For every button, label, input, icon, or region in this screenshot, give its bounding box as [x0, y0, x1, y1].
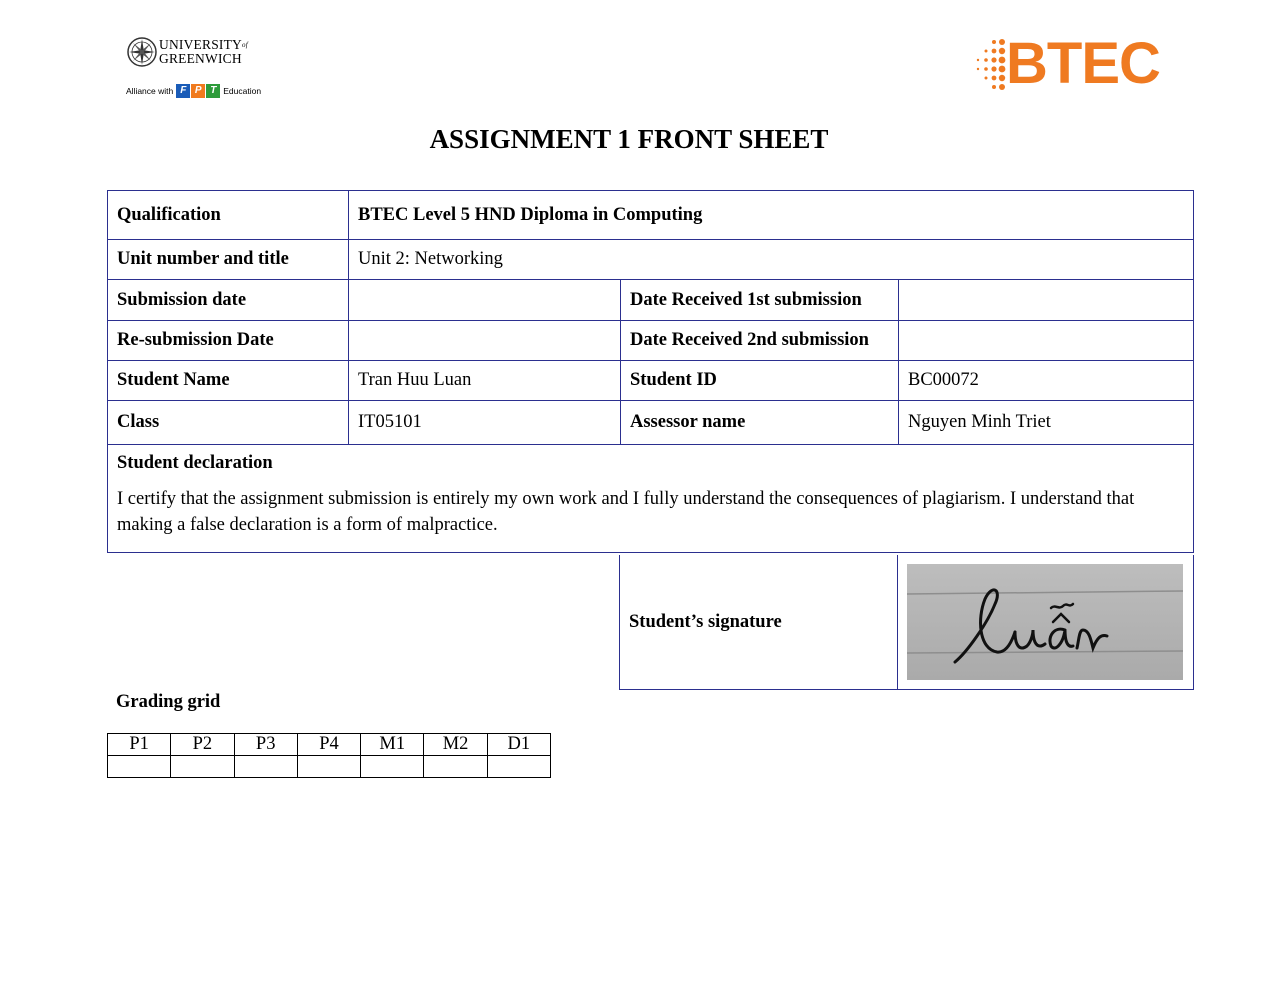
grade-header-m2: M2 [424, 734, 487, 756]
submission-row [108, 280, 1194, 321]
grade-cell-m2 [424, 756, 487, 778]
qualification-value: BTEC Level 5 HND Diploma in Computing [349, 191, 1194, 240]
unit-label: Unit number and title [108, 240, 349, 280]
date-received-1-label: Date Received 1st submission [621, 280, 899, 321]
student-id-value: BC00072 [899, 361, 1194, 401]
fpt-logo [176, 84, 220, 98]
grade-cell-p2 [171, 756, 234, 778]
compass-rose-icon [126, 36, 158, 68]
grading-grid-table [107, 733, 551, 778]
grade-header-p4: P4 [297, 734, 360, 756]
alliance-suffix: Education [223, 86, 262, 96]
date-received-1-value [899, 280, 1194, 321]
btec-logo-text: BTEC [1006, 31, 1160, 96]
resubmission-row [108, 321, 1194, 361]
assessor-label: Assessor name [621, 401, 899, 445]
grading-header-row [108, 734, 551, 756]
alliance-fpt [126, 84, 261, 98]
grade-header-p2: P2 [171, 734, 234, 756]
student-name-value: Tran Huu Luan [349, 361, 621, 401]
qualification-label: Qualification [108, 191, 349, 240]
btec-logo [968, 31, 1168, 100]
submission-date-label: Submission date [108, 280, 349, 321]
date-received-2-value [899, 321, 1194, 361]
grade-cell-p1 [108, 756, 171, 778]
resubmission-date-value [349, 321, 621, 361]
grading-grid-title: Grading grid [116, 692, 221, 712]
class-value: IT05101 [349, 401, 621, 445]
qualification-row [108, 191, 1194, 240]
assessor-value: Nguyen Minh Triet [899, 401, 1194, 445]
fpt-letter-p: P [191, 84, 205, 98]
declaration-title: Student declaration [117, 453, 273, 473]
handwritten-signature [907, 564, 1183, 680]
grade-cell-m1 [361, 756, 424, 778]
declaration-row [108, 445, 1194, 553]
class-row [108, 401, 1194, 445]
unit-value: Unit 2: Networking [349, 240, 1194, 280]
btec-dots-icon [968, 36, 1008, 96]
logo-greenwich-text: GREENWICH [159, 51, 242, 66]
declaration-text: I certify that the assignment submission is entirely my own work and I fully understand the consequences of plagiarism. I understand that making a false declaration is a form of malpractice. [117, 489, 1135, 535]
student-row [108, 361, 1194, 401]
unit-row [108, 240, 1194, 280]
signature-table [619, 555, 1194, 690]
fpt-letter-f: F [176, 84, 190, 98]
grade-header-p1: P1 [108, 734, 171, 756]
grade-cell-d1 [487, 756, 550, 778]
grade-header-d1: D1 [487, 734, 550, 756]
grade-cell-p4 [297, 756, 360, 778]
date-received-2-label: Date Received 2nd submission [621, 321, 899, 361]
student-id-label: Student ID [621, 361, 899, 401]
student-name-label: Student Name [108, 361, 349, 401]
front-sheet-table [107, 190, 1194, 553]
logo-of-text: of [242, 41, 248, 49]
signature-label: Student’s signature [620, 555, 898, 690]
fpt-letter-t: T [206, 84, 220, 98]
grading-value-row [108, 756, 551, 778]
university-greenwich-logo [124, 36, 264, 98]
logo-university-text: UNIVERSITY [159, 37, 242, 52]
grade-header-p3: P3 [234, 734, 297, 756]
grade-cell-p3 [234, 756, 297, 778]
class-label: Class [108, 401, 349, 445]
page-title: ASSIGNMENT 1 FRONT SHEET [429, 124, 829, 154]
submission-date-value [349, 280, 621, 321]
resubmission-date-label: Re-submission Date [108, 321, 349, 361]
alliance-prefix: Alliance with [126, 86, 174, 96]
signature-image [907, 564, 1183, 680]
grade-header-m1: M1 [361, 734, 424, 756]
